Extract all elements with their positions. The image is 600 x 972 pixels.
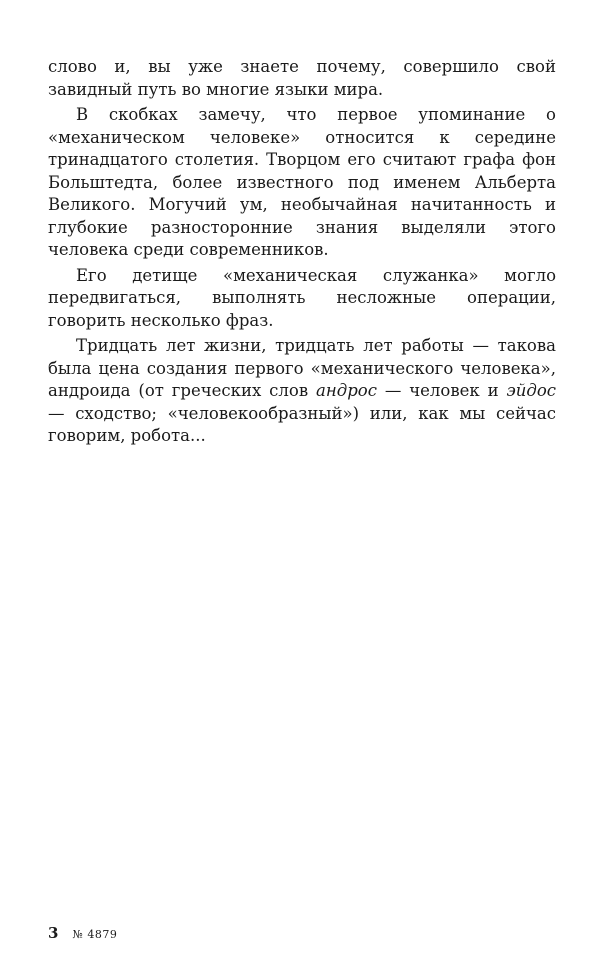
paragraph-4-part-c: — сходство; «человекообразный») или, как мы сейчас говорим, робота... (48, 403, 556, 445)
page-text (48, 56, 556, 451)
paragraph-1: слово и, вы уже знаете почему, совершило свой завидный путь во многие языки мира. (48, 57, 556, 99)
greek-word-andros: андрос (316, 381, 377, 400)
paragraph-4-part-a: Тридцать лет жизни, тридцать лет работы — такова была цена создания первого «механического человека», андроида (от греческих слов (48, 336, 556, 400)
page-footer (48, 924, 117, 942)
paragraph-4 (48, 335, 556, 448)
paragraph-3: Его детище «механическая служанка» могло передвигаться, выполнять несложные операции, говорить несколько фраз. (48, 265, 556, 330)
paragraph-4-part-b: — человек и (376, 381, 507, 400)
signature-number: 3 (48, 924, 59, 942)
order-number: № 4879 (72, 928, 118, 941)
greek-word-eidos: эйдос (506, 381, 556, 400)
paragraph-2: В скобках замечу, что первое упоминание о «механическом человеке» относится к середине тринадцатого столетия. Творцом его считают графа фон Больштедта, более известного под именем Альберта Великого. Могучий ум, необычайная начитанность и глубокие разносторонние знания выделяли этого человека среди современников. (48, 105, 556, 259)
